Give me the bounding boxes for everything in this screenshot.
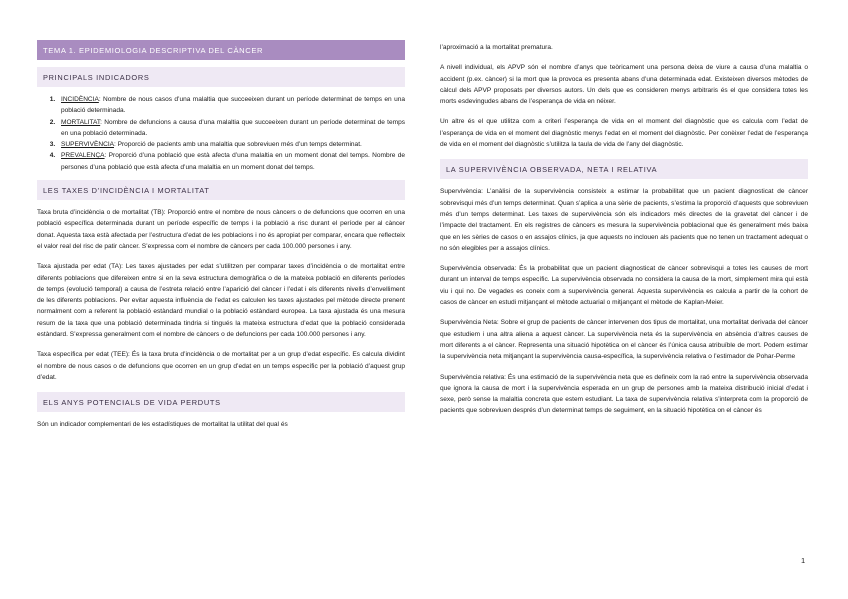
paragraph-apvp-intro: Són un indicador complementari de les estadístiques de mortalitat la utilitat del qual és: [37, 421, 288, 429]
section-heading-principals-indicadors: PRINCIPALS INDICADORS: [37, 67, 405, 87]
paragraph-supervivencia-observada: Supervivència observada: És la probabilitat que un pacient diagnosticat de càncer sobrevisqui a totes les causes de mort durant un interval de temps específic. La supervivència observada no considera la causa de la mort, simplement mira qui està viu i qui no. De vegades es coneix com a supervivència general. Aquesta supervivència es calcula a partir de la cohort de casos de càncer en estudi mitjançant el mètode actuarial o mitjançant el mètode de Kaplan-Meier.: [440, 265, 808, 307]
indicator-definition: : Nombre de nous casos d’una malaltia que succeeixen durant un període determinat de temps en una població determinada.: [61, 96, 405, 115]
paragraph-apvp-criteri: Un altre és el que utilitza com a criteri l’esperança de vida en el moment del diagnòstic que es calcula com l’edat de l’esperança de vida en el moment del diagnòstic menys l’edat en el moment del diagnòstic. Per conèixer l’edat de l’esperança de vida en el moment del diagnòstic s’utilitza la taula de vida de l’any del diagnòstic.: [440, 118, 808, 149]
left-column: [37, 40, 405, 440]
list-item: [57, 139, 405, 150]
list-item: [57, 150, 405, 173]
paragraph-taxa-especifica: Taxa específica per edat (TEE): És la taxa bruta d’incidència o de mortalitat per a un grup d’edat específic. Es calcula dividint el nombre de nous casos o de defuncions que ocorren en un grup d’edat en un temps específic per la població d’aquest grup d’edat.: [37, 351, 405, 381]
paragraph-continuation: l’aproximació a la mortalitat prematura.: [440, 44, 553, 51]
paragraph-supervivencia-neta: Supervivència Neta: Sobre el grup de pacients de càncer intervenen dos tipus de mortalitat, una mortalitat derivada del càncer que estudiem i una altra aliena a aquest càncer. La supervivència neta és la supervivència en absència d’altres causes de mort diferents a el càncer. Representa una situació hipotètica on el càncer és l’única causa atribuïble de mort. Podem estimar la supervivència neta mitjançant la supervivència causa-específica, la supervivència relativa o l’estimador de Pohar-Perme: [440, 319, 808, 361]
paragraph-apvp-individual: A nivell individual, els APVP són el nombre d’anys que teòricament una persona deixa de viure a causa d’una malaltia o accident (p.ex. càncer) si la mort que la provoca es presenta abans d’una determinada edat. Existeixen diversos mètodes de càlcul dels APVP proposats per diversos autors. Un dels que es consideren menys arbitraris és el que considera totes les morts esdevingudes abans de l’esperança de vida en néixer.: [440, 64, 808, 106]
paragraph-taxa-bruta: Taxa bruta d’incidència o de mortalitat (TB): Proporció entre el nombre de nous càncers o de defuncions que ocorren en una població específica determinada durant un període específic de temps i la població a risc durant el període per al càncer donat. Aquesta taxa està afectada per l’estructura d’edat de les poblacions i no és apropiat per comparar, encara que reflecteix el valor real del risc de patir càncer. S’expressa com el nombre de càncers per cada 100.000 persones i any.: [37, 209, 405, 250]
topic-title-banner: TEMA 1. EPIDEMIOLOGIA DESCRIPTIVA DEL CÀNCER: [37, 40, 405, 60]
indicators-list: [37, 94, 405, 173]
indicator-term: INCIDÈNCIA: [61, 96, 99, 103]
indicator-definition: : Nombre de defuncions a causa d’una malaltia que succeeixen durant un període determinat de temps en una població determinada.: [61, 118, 405, 137]
indicator-definition: : Proporció de pacients amb una malaltia que sobreviuen més d’un temps determinat.: [114, 141, 362, 149]
paragraph-supervivencia: Supervivència: L’anàlisi de la supervivència consisteix a estimar la probabilitat que un pacient diagnosticat de càncer sobrevisqui més d’un temps determinat. Quan s’aplica a una sèrie de pacients, s’estima la proporció d’aquests que sobreviuen més d’un temps determinat. Les taxes de supervivència són els indicadors més directes de la gravetat del càncer i de l’impacte del tractament. En els registres de càncers es mesura la supervivència poblacional que és generalment més baixa que en les sèries de casos o en assajos clínics, ja que aquests no inclouen als pacients que no tenen un tractament adequat o no són elegibles per a assajos clínics.: [440, 188, 808, 252]
indicator-term: SUPERVIVÈNCIA: [61, 141, 114, 149]
page-number: 1: [801, 556, 806, 565]
indicator-term: MORTALITAT: [61, 118, 101, 126]
paragraph-supervivencia-relativa: Supervivència relativa: És una estimació de la supervivència neta que es defineix com la raó entre la supervivència observada que ignora la causa de mort i la supervivència esperada en un grup de persones amb la mateixa distribució inicial d’edat i sexe, però sense la malaltia concreta que estem estudiant. La taxa de supervivència relativa s’interpreta com la proporció de pacients que sobreviuen després d’un determinat temps de seguiment, en la situació hipotètica on el càncer és: [440, 373, 808, 415]
section-heading-supervivencia: LA SUPERVIVÈNCIA OBSERVADA, NETA I RELATIVA: [440, 159, 808, 179]
section-heading-apvp: ELS ANYS POTENCIALS DE VIDA PERDUTS: [37, 392, 405, 412]
paragraph-taxa-ajustada: Taxa ajustada per edat (TA): Les taxes ajustades per edat s’utilitzen per comparar taxes d’incidència o de mortalitat entre diferents poblacions que difereixen entre si en la seva estructura demogràfica o de la mateixa població en diferents períodes de temps (evolució temporal) a causa de l’estreta relació entre l’aparició del càncer i l’edat i els diferents nivells d’envelliment de les diferents poblacions. Per evitar aquesta influència de l’edat es calculen les taxes ajustades pel mètode directe prenent normalment com a referent la població estàndard mundial o la població estàndard europea. La taxa ajustada és una mesura resum de la taxa que una població determinada tindria si tingués la mateixa estructura d’edat que la població considerada estàndard. S’expressa generalment com el nombre de càncers o de defuncions per cada 100.000 persones i any.: [37, 263, 405, 339]
indicator-definition: : Proporció d’una població que està afecta d’una malaltia en un moment donat del temps. Nombre de persones d’una població que està afecta d’una malaltia en un moment donat del temps.: [61, 152, 405, 171]
list-item: [57, 94, 405, 117]
indicator-term: PREVALENÇA: [61, 152, 105, 160]
right-column: [440, 42, 808, 426]
list-item: [57, 117, 405, 140]
section-heading-taxes: LES TAXES D’INCIDÈNCIA I MORTALITAT: [37, 180, 405, 200]
